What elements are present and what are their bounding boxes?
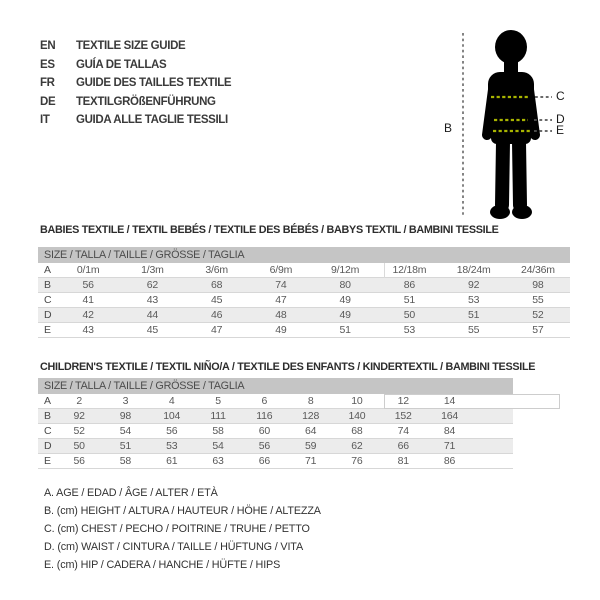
size-cell: 24/36m (520, 264, 555, 276)
child-silhouette (487, 30, 535, 219)
size-cell: 53 (166, 440, 178, 452)
size-cell: 68 (351, 425, 363, 437)
lang-title: TEXTILE SIZE GUIDE (76, 40, 186, 52)
size-cell: 4 (168, 395, 175, 407)
row-label: E (44, 455, 51, 467)
figure-label-waist: D (556, 112, 565, 126)
table-row-age (38, 394, 513, 409)
row-label: D (44, 440, 52, 452)
legend-age: A. AGE / EDAD / ÂGE / ALTER / ETÀ (44, 487, 218, 499)
table-row-chest (38, 424, 513, 439)
table-row-height (38, 409, 513, 424)
row-label: B (44, 279, 51, 291)
size-cell: 58 (212, 425, 224, 437)
size-cell: 84 (443, 425, 456, 437)
size-cell: 76 (351, 455, 363, 467)
size-cell: 81 (397, 455, 409, 467)
size-cell: 45 (210, 294, 223, 306)
size-cell: 1/3m (141, 264, 164, 276)
size-cell: 140 (348, 410, 366, 422)
size-cell: 55 (467, 324, 480, 336)
figure-label-hip: E (556, 123, 565, 137)
size-cell: 92 (467, 279, 480, 291)
table-row-age (38, 263, 570, 278)
size-cell: 63 (212, 455, 224, 467)
size-cell: 51 (467, 309, 480, 321)
size-cell: 66 (258, 455, 270, 467)
lang-title: TEXTILGRÖßENFÜHRUNG (76, 95, 216, 108)
legend-waist: D. (cm) WAIST / CINTURA / TAILLE / HÜFTUNG / VITA (44, 541, 303, 553)
table-row-hip (38, 323, 570, 338)
size-cell: 61 (166, 455, 178, 467)
size-cell: 71 (304, 455, 317, 467)
size-cell: 3 (122, 395, 129, 407)
size-cell: 56 (82, 279, 94, 291)
size-cell: 59 (304, 440, 317, 452)
measurement-legend (44, 484, 321, 574)
table-row-chest (38, 293, 570, 308)
children-table-title: CHILDREN'S TEXTILE / TEXTIL NIÑO/A / TEXTILE DES ENFANTS / KINDERTEXTIL / BAMBINI TESSILE (40, 361, 536, 373)
row-label: B (44, 410, 51, 422)
size-cell: 128 (302, 410, 320, 422)
size-cell: 48 (275, 309, 287, 321)
lang-row-es (40, 56, 231, 75)
size-cell: 49 (339, 294, 351, 306)
size-cell: 2 (76, 395, 82, 407)
size-cell: 152 (394, 410, 412, 422)
row-label: C (44, 294, 52, 306)
children-size-table (38, 378, 513, 469)
table-row-waist (38, 308, 570, 323)
size-cell: 54 (119, 425, 132, 437)
size-cell: 42 (82, 309, 94, 321)
figure-label-chest: C (556, 89, 565, 103)
size-cell: 51 (339, 324, 351, 336)
size-cell: 6 (261, 395, 268, 407)
lang-row-en (40, 37, 231, 56)
size-cell: 45 (146, 324, 159, 336)
size-cell: 92 (73, 410, 85, 422)
size-cell: 12/18m (392, 264, 427, 276)
table-row-hip (38, 454, 513, 469)
lang-code: EN (40, 40, 56, 52)
row-label: C (44, 425, 52, 437)
size-cell: 86 (403, 279, 416, 291)
size-cell: 64 (304, 425, 317, 437)
size-cell: 10 (351, 395, 363, 407)
size-cell: 6/9m (269, 264, 293, 276)
size-cell: 111 (210, 410, 226, 422)
lang-code: FR (40, 77, 55, 90)
lang-code: ES (40, 58, 55, 71)
size-cell: 55 (532, 294, 544, 306)
size-cell: 68 (210, 279, 223, 291)
size-cell: 98 (532, 279, 544, 291)
legend-height: B. (cm) HEIGHT / ALTURA / HAUTEUR / HÖHE / ALTEZZA (44, 505, 321, 517)
size-cell: 56 (73, 455, 85, 467)
size-cell: 60 (258, 425, 270, 437)
lang-title: GUÍA DE TALLAS (76, 58, 167, 71)
size-cell: 44 (146, 309, 159, 321)
size-cell: 56 (258, 440, 270, 452)
lang-title: GUIDA ALLE TAGLIE TESSILI (76, 114, 228, 127)
size-cell: 71 (443, 440, 456, 452)
size-cell: 54 (212, 440, 224, 452)
size-cell: 47 (275, 294, 287, 306)
lang-code: DE (40, 95, 56, 108)
table-row-height (38, 278, 570, 293)
size-cell: 5 (215, 395, 221, 407)
size-cell: 62 (351, 440, 363, 452)
size-cell: 57 (532, 324, 544, 336)
size-cell: 9/12m (331, 264, 360, 276)
size-cell: 52 (532, 309, 544, 321)
size-cell: 52 (73, 425, 85, 437)
row-label: D (44, 309, 52, 321)
size-cell: 74 (275, 279, 287, 291)
size-cell: 98 (119, 410, 132, 422)
size-cell: 86 (443, 455, 456, 467)
lang-code: IT (40, 114, 50, 127)
size-cell: 49 (275, 324, 287, 336)
size-cell: 116 (256, 410, 273, 422)
size-cell: 18/24m (456, 264, 491, 276)
size-cell: 46 (210, 309, 223, 321)
size-cell: 49 (339, 309, 351, 321)
lang-title: GUIDE DES TAILLES TEXTILE (76, 77, 232, 90)
size-cell: 51 (403, 294, 416, 306)
size-cell: 14 (443, 395, 456, 407)
size-header-bar: SIZE / TALLA / TAILLE / GRÖSSE / TAGLIA (38, 247, 570, 263)
size-cell: 8 (307, 395, 314, 407)
size-cell: 43 (146, 294, 159, 306)
legend-chest: C. (cm) CHEST / PECHO / POITRINE / TRUHE / PETTO (44, 523, 310, 535)
row-label: A (44, 264, 51, 276)
babies-size-table (38, 247, 570, 338)
size-cell: 80 (339, 279, 351, 291)
row-label: E (44, 324, 51, 336)
language-title-block (40, 37, 231, 130)
legend-hip: E. (cm) HIP / CADERA / HANCHE / HÜFTE / HIPS (44, 559, 281, 571)
figure-label-height: B (444, 121, 453, 135)
size-cell: 12 (397, 395, 409, 407)
size-cell: 74 (397, 425, 409, 437)
babies-table-title: BABIES TEXTILE / TEXTIL BEBÉS / TEXTILE DES BÉBÉS / BABYS TEXTIL / BAMBINI TESSILE (40, 224, 499, 236)
table-row-waist (38, 439, 513, 454)
size-cell: 104 (163, 410, 181, 422)
size-cell: 41 (82, 294, 94, 306)
size-cell: 62 (146, 279, 159, 291)
size-cell: 51 (119, 440, 132, 452)
size-cell: 58 (119, 455, 132, 467)
size-cell: 43 (82, 324, 94, 336)
lang-row-fr (40, 74, 231, 93)
size-cell: 50 (73, 440, 85, 452)
size-cell: 0/1m (76, 264, 100, 276)
size-cell: 53 (467, 294, 480, 306)
size-cell: 53 (403, 324, 416, 336)
size-cell: 50 (403, 309, 416, 321)
size-header-bar: SIZE / TALLA / TAILLE / GRÖSSE / TAGLIA (38, 378, 513, 394)
size-cell: 56 (166, 425, 178, 437)
size-cell: 164 (441, 410, 458, 422)
size-cell: 47 (210, 324, 223, 336)
lang-row-de (40, 93, 231, 112)
size-cell: 3/6m (205, 264, 228, 276)
lang-row-it (40, 111, 231, 130)
row-label: A (44, 395, 51, 407)
size-cell: 66 (397, 440, 409, 452)
